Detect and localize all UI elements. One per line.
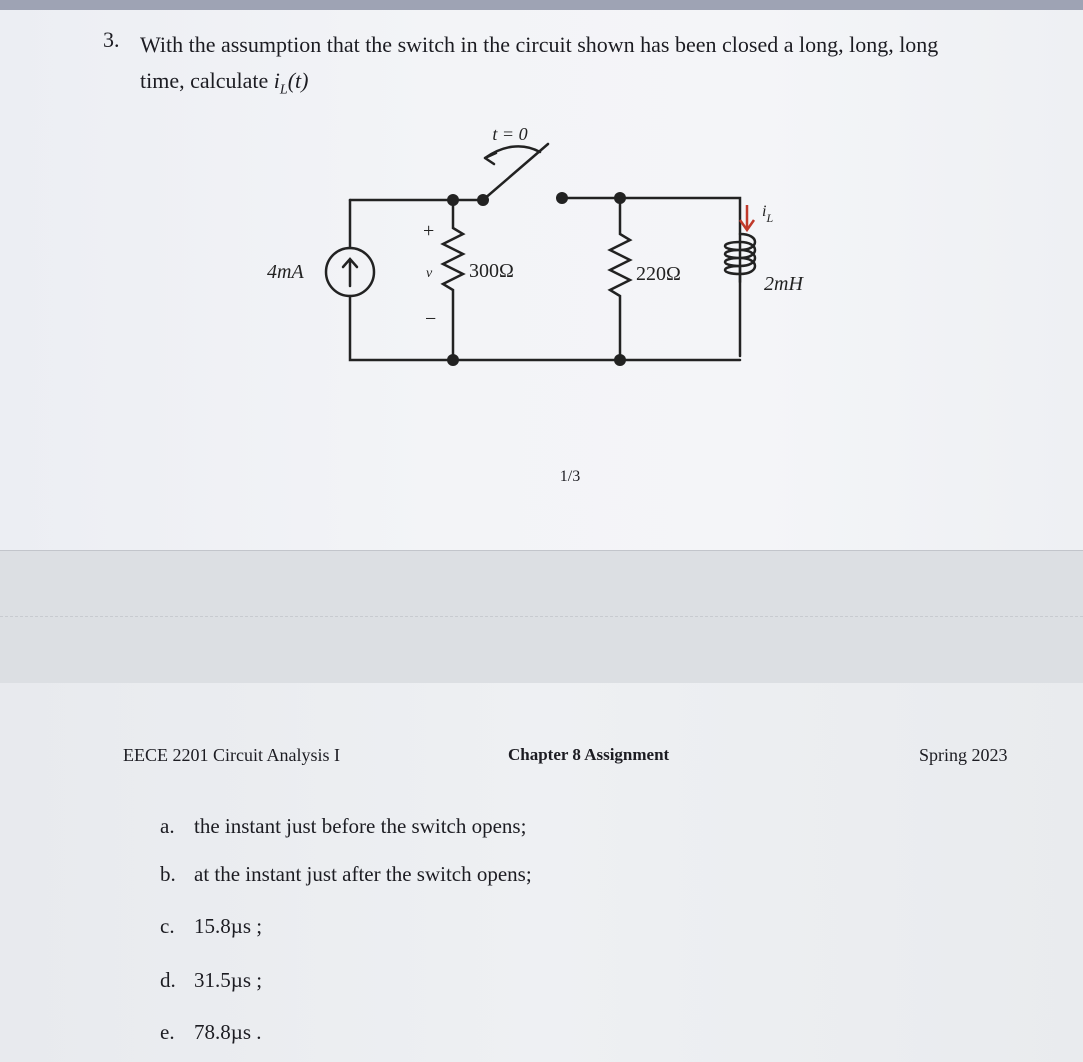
voltage-plus: + (423, 220, 435, 242)
question-number: 3. (103, 27, 120, 52)
current-label: $i_L$ (762, 203, 774, 225)
voltage-minus: − (425, 308, 437, 330)
switch-arrow (485, 146, 540, 164)
node (614, 354, 626, 366)
node (447, 194, 459, 206)
footer-assignment: Chapter 8 Assignment (508, 745, 670, 764)
part-e: e. 78.8µs . (160, 1020, 262, 1044)
part-d: d. 31.5µs ; (160, 968, 263, 992)
inductor-2mH (725, 234, 755, 282)
question-line-2: time, calculate $i_L(t)$ (140, 68, 309, 98)
page-gap-divider (0, 616, 1083, 617)
voltage-label: v (426, 266, 433, 281)
part-c: c. 15.8µs ; (160, 914, 263, 938)
resistor1-label: 300Ω (469, 260, 514, 282)
question-variable: i (273, 68, 280, 93)
node (447, 354, 459, 366)
inductor-label: 2mH (764, 273, 803, 295)
resistor-220 (610, 198, 630, 360)
resistor2-label: 220Ω (636, 263, 681, 285)
part-b: b. at the instant just after the switch opens; (160, 862, 532, 886)
node (614, 192, 626, 204)
switch-label: t = 0 (492, 124, 528, 144)
source-label: 4mA (267, 261, 304, 283)
footer-course: EECE 2201 Circuit Analysis I (123, 745, 340, 765)
resistor-300 (443, 200, 463, 360)
part-a: a. the instant just before the switch opens; (160, 814, 527, 838)
page-gap (0, 550, 1083, 684)
node (477, 194, 489, 206)
footer-term: Spring 2023 (919, 745, 1008, 765)
question-text (140, 27, 1045, 108)
node (556, 192, 568, 204)
page-number: 1/3 (559, 468, 581, 485)
current-source-arrow (343, 259, 357, 286)
question-line-1: With the assumption that the switch in the circuit shown has been closed a long, long, long (140, 32, 939, 57)
wire-source-bottom (350, 200, 740, 360)
circuit-diagram (240, 110, 840, 380)
